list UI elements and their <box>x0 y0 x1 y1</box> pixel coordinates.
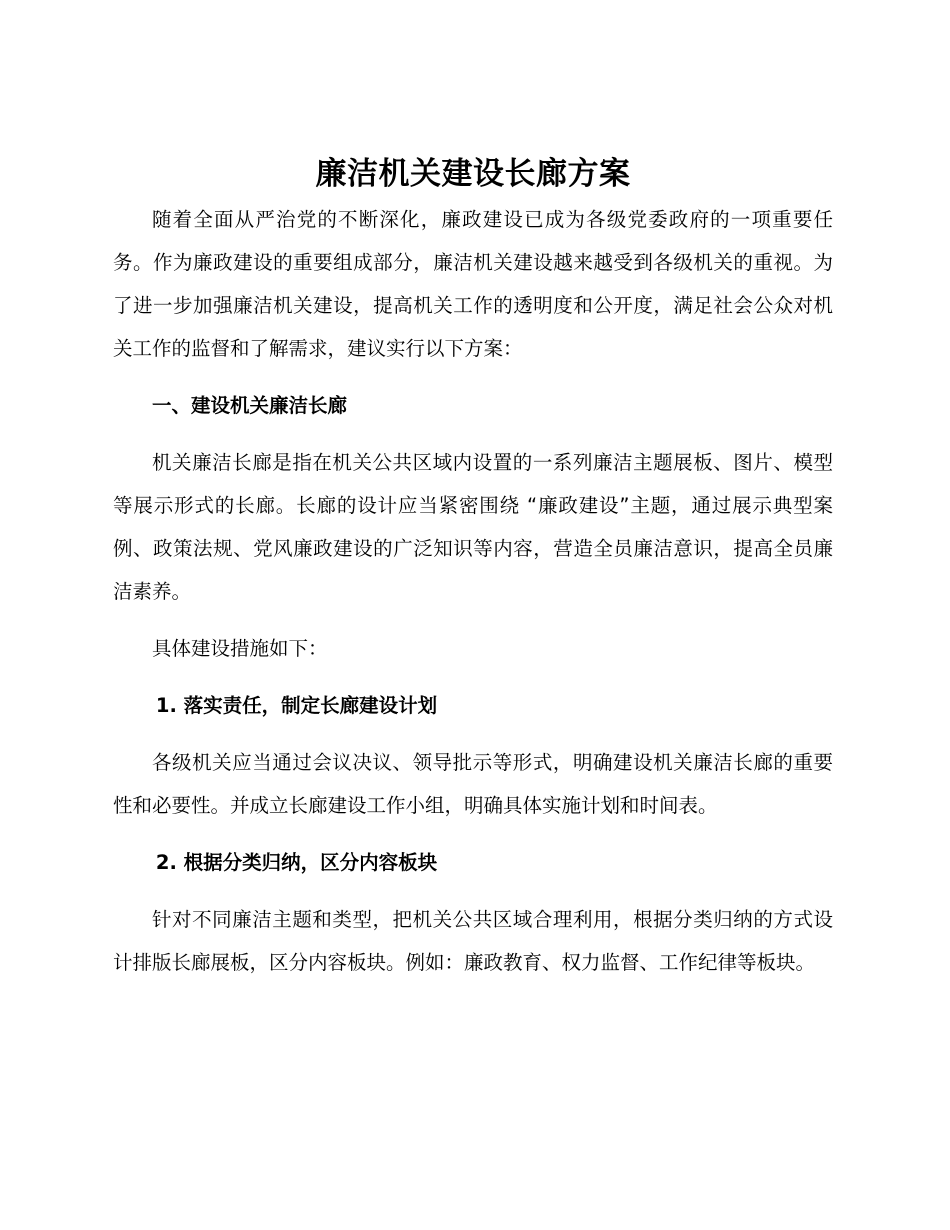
item-1-paragraph: 各级机关应当通过会议决议、领导批示等形式，明确建设机关廉洁长廊的重要性和必要性。并成立长廊建设工作小组，明确具体实施计划和时间表。 <box>113 751 833 817</box>
item-heading-1: 1. 落实责任，制定长廊建设计划 <box>155 694 438 717</box>
document-title: 廉洁机关建设长廊方案 <box>315 156 631 192</box>
spacer <box>113 827 833 841</box>
spacer <box>113 727 833 741</box>
document-page <box>113 150 833 984</box>
spacer <box>113 370 833 384</box>
item-2-paragraph: 针对不同廉洁主题和类型，把机关公共区域合理利用，根据分类归纳的方式设计排版长廊展板，区分内容板块。例如：廉政教育、权力监督、工作纪律等板块。 <box>113 908 833 974</box>
spacer <box>113 613 833 627</box>
spacer <box>113 670 833 684</box>
section-heading-1: 一、建设机关廉洁长廊 <box>152 394 348 417</box>
measures-intro-paragraph: 具体建设措施如下： <box>152 637 328 660</box>
spacer <box>113 884 833 898</box>
intro-paragraph: 随着全面从严治党的不断深化，廉政建设已成为各级党委政府的一项重要任务。作为廉政建设的重要组成部分，廉洁机关建设越来越受到各级机关的重视。为了进一步加强廉洁机关建设，提高机关工作的透明度和公开度，满足社会公众对机关工作的监督和了解需求，建议实行以下方案： <box>113 208 833 360</box>
section-1-paragraph: 机关廉洁长廊是指在机关公共区域内设置的一系列廉洁主题展板、图片、模型等展示形式的长廊。长廊的设计应当紧密围绕 “廉政建设”主题，通过展示典型案例、政策法规、党风廉政建设的广泛知识等内容，营造全员廉洁意识，提高全员廉洁素养。 <box>113 451 833 603</box>
spacer <box>113 427 833 441</box>
item-heading-2: 2. 根据分类归纳，区分内容板块 <box>155 851 438 874</box>
